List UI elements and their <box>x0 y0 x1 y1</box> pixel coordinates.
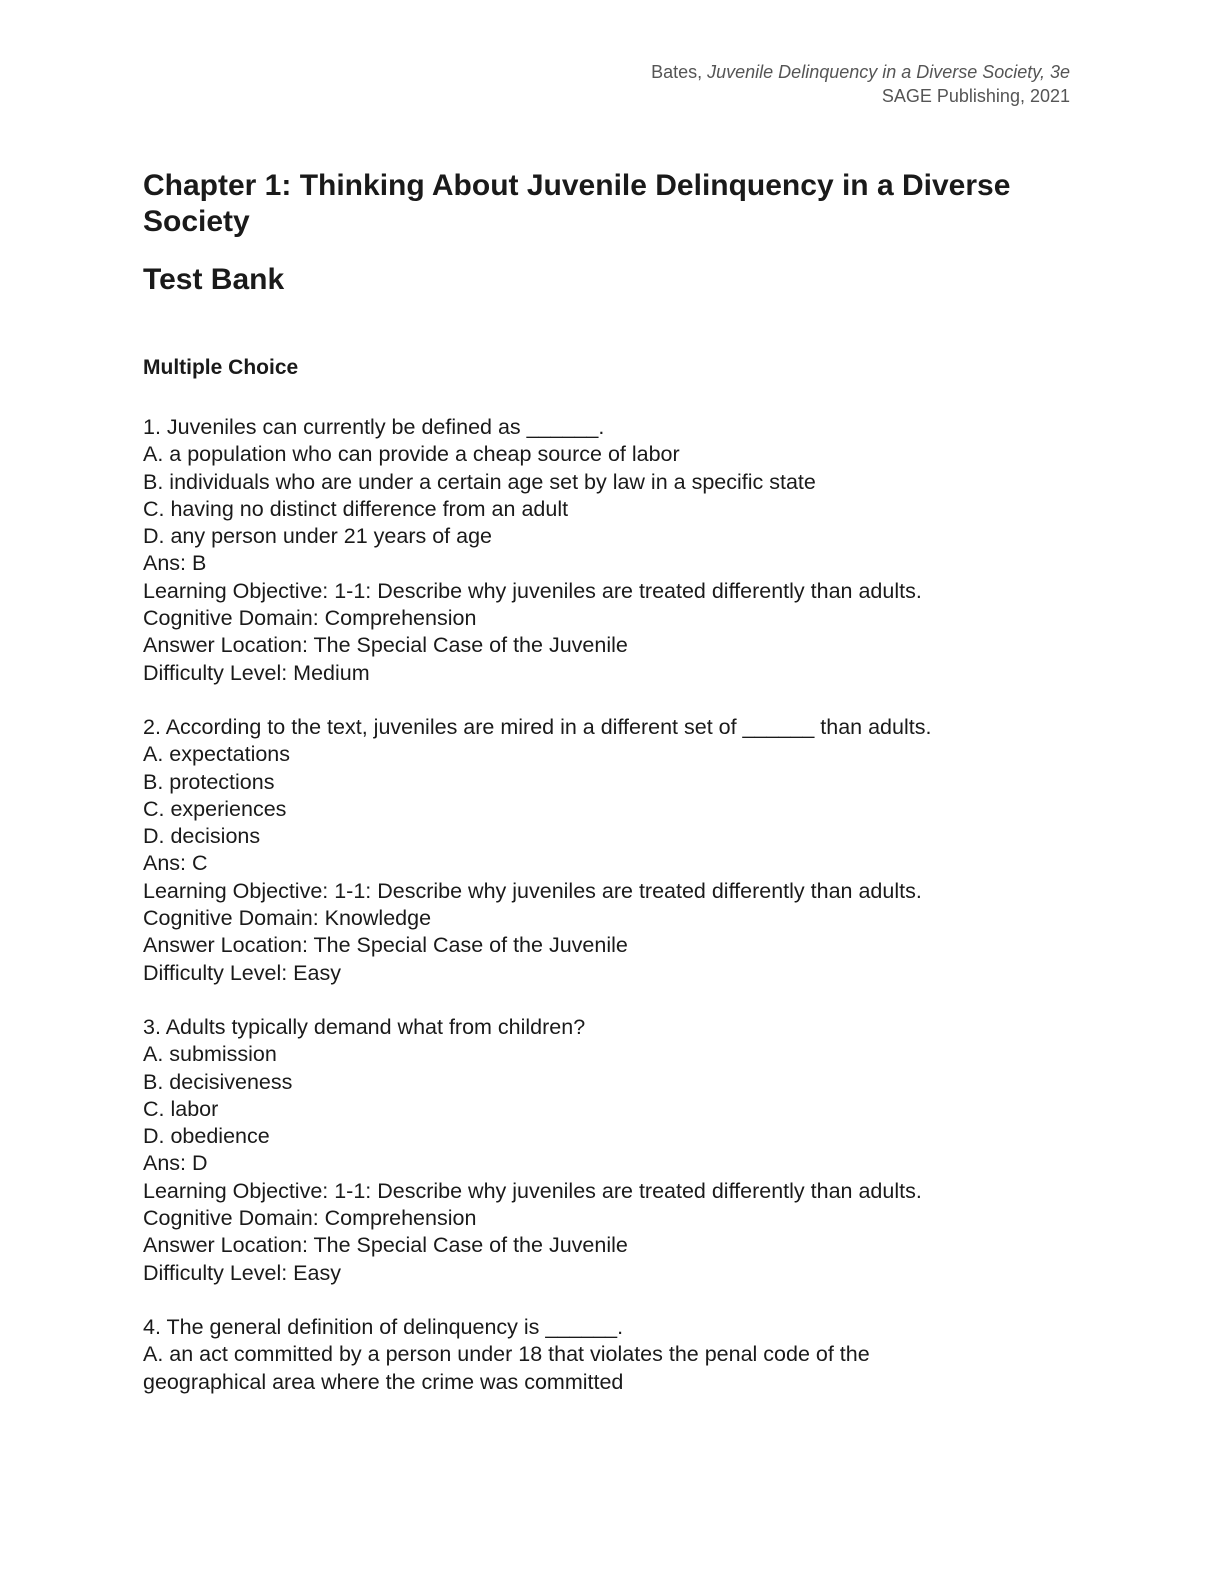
answer-option: D. obedience <box>143 1124 270 1149</box>
difficulty-level: Difficulty Level: Easy <box>143 960 341 985</box>
document-body <box>143 168 1083 1396</box>
running-header <box>651 60 1070 108</box>
cognitive-domain: Cognitive Domain: Comprehension <box>143 606 477 631</box>
learning-objective: Learning Objective: 1-1: Describe why juveniles are treated differently than adults. <box>143 1178 922 1203</box>
cognitive-domain: Cognitive Domain: Knowledge <box>143 906 432 931</box>
question-block <box>143 1314 1083 1396</box>
answer-option: D. decisions <box>143 824 261 849</box>
answer-option: A. submission <box>143 1042 277 1067</box>
header-book-title: Juvenile Delinquency in a Diverse Society, 3e <box>707 62 1070 82</box>
difficulty-level: Difficulty Level: Easy <box>143 1260 341 1285</box>
question-stem: 2. According to the text, juveniles are mired in a different set of ______ than adults. <box>143 714 932 739</box>
chapter-title: Chapter 1: Thinking About Juvenile Delinquency in a Diverse Society <box>143 169 1011 238</box>
question-block <box>143 1014 1083 1287</box>
difficulty-level: Difficulty Level: Medium <box>143 660 370 685</box>
answer-option: C. having no distinct difference from an adult <box>143 496 569 521</box>
answer-option: A. an act committed by a person under 18 that violates the penal code of the geographical area where the crime was committed <box>143 1342 870 1394</box>
learning-objective: Learning Objective: 1-1: Describe why juveniles are treated differently than adults. <box>143 578 922 603</box>
answer-option: D. any person under 21 years of age <box>143 524 492 549</box>
header-author: Bates, <box>651 62 708 82</box>
answer-option: B. decisiveness <box>143 1069 293 1094</box>
answer-option: B. protections <box>143 769 275 794</box>
question-stem: 4. The general definition of delinquency is ______. <box>143 1314 624 1339</box>
answer-location: Answer Location: The Special Case of the Juvenile <box>143 933 628 958</box>
learning-objective: Learning Objective: 1-1: Describe why juveniles are treated differently than adults. <box>143 878 922 903</box>
cognitive-domain: Cognitive Domain: Comprehension <box>143 1206 477 1231</box>
answer-option: A. expectations <box>143 742 291 767</box>
question-block <box>143 414 1083 687</box>
section-heading: Multiple Choice <box>143 356 299 379</box>
answer-option: C. experiences <box>143 796 287 821</box>
correct-answer: Ans: D <box>143 1151 208 1176</box>
answer-option: C. labor <box>143 1096 219 1121</box>
answer-location: Answer Location: The Special Case of the Juvenile <box>143 633 628 658</box>
answer-option: A. a population who can provide a cheap source of labor <box>143 442 680 467</box>
header-publisher: SAGE Publishing, 2021 <box>881 86 1070 106</box>
answer-option: B. individuals who are under a certain age set by law in a specific state <box>143 469 816 494</box>
correct-answer: Ans: C <box>143 851 208 876</box>
question-stem: 3. Adults typically demand what from children? <box>143 1014 586 1039</box>
document-subtitle: Test Bank <box>143 263 285 296</box>
question-block <box>143 714 1083 987</box>
question-stem: 1. Juveniles can currently be defined as ______. <box>143 415 605 439</box>
correct-answer: Ans: B <box>143 551 207 576</box>
header-citation <box>651 60 1070 84</box>
answer-location: Answer Location: The Special Case of the Juvenile <box>143 1233 628 1258</box>
